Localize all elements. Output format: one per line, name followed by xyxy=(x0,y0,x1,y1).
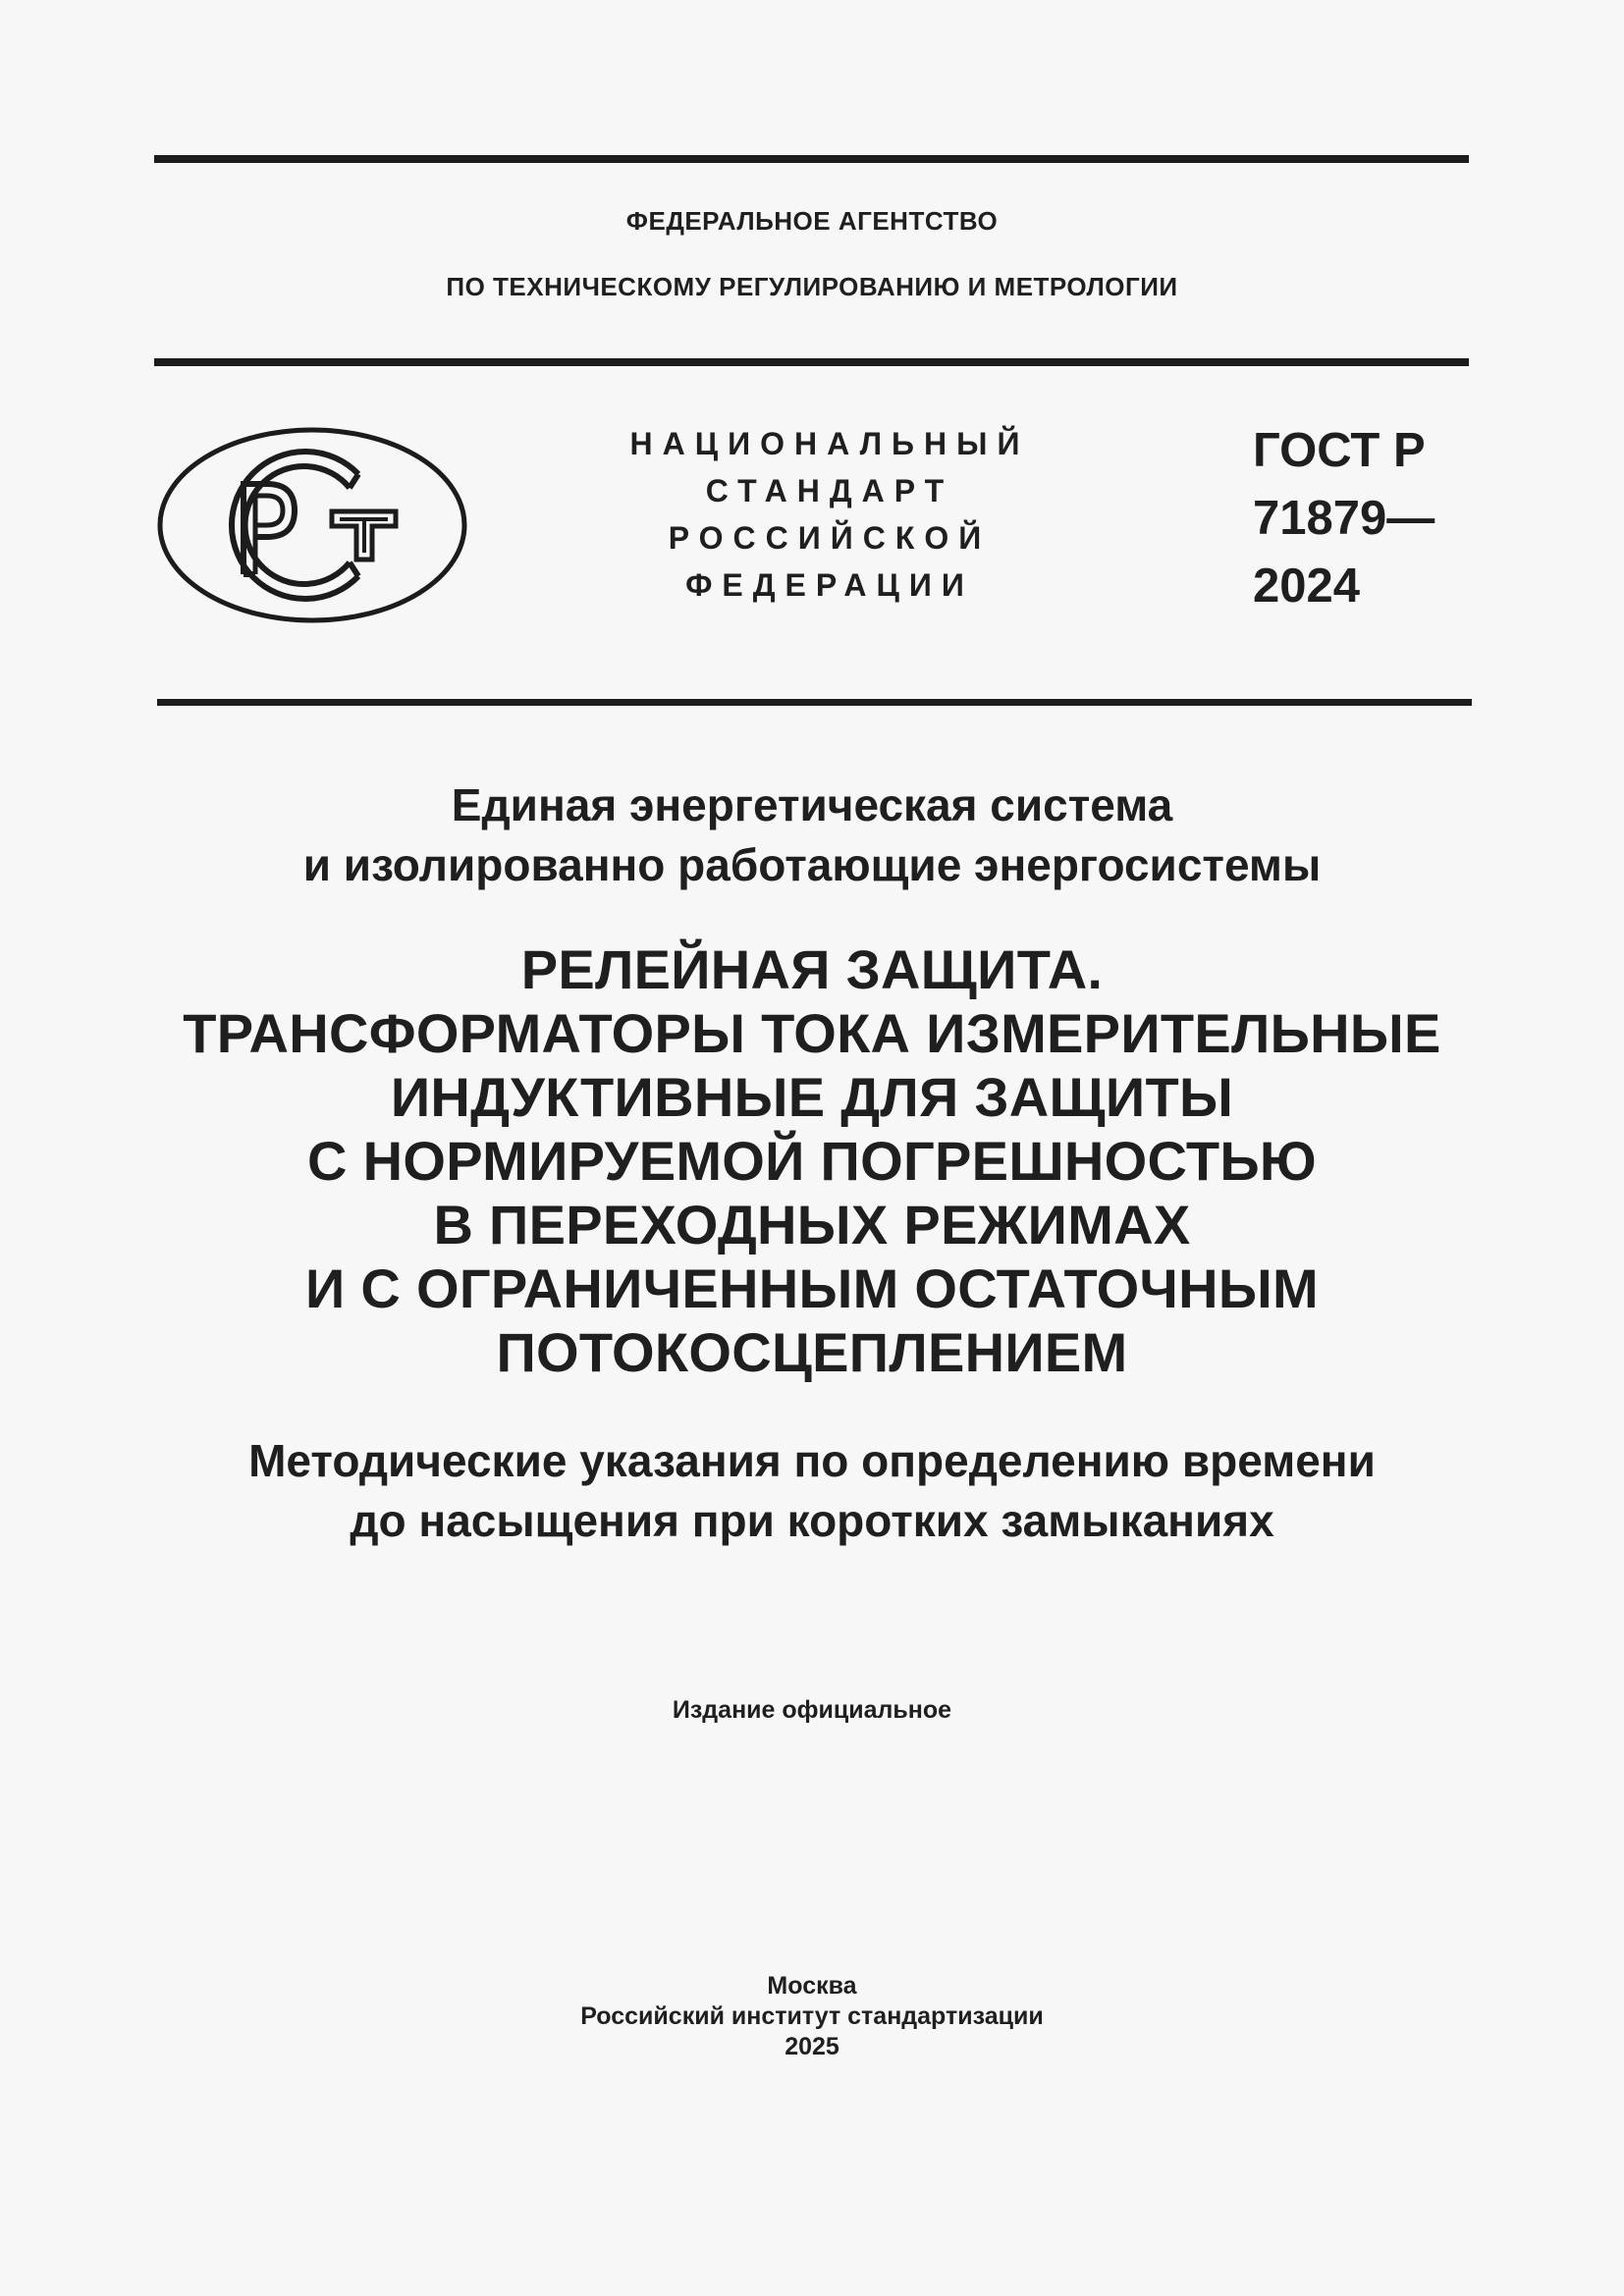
main-title xyxy=(0,937,1624,1384)
main-title-line-6: И С ОГРАНИЧЕННЫМ ОСТАТОЧНЫМ xyxy=(305,1257,1319,1319)
standard-designation xyxy=(1253,417,1547,620)
main-title-line-1: РЕЛЕЙНАЯ ЗАЩИТА. xyxy=(520,938,1104,1000)
national-standard-line-1: НАЦИОНАЛЬНЫЙ xyxy=(629,426,1030,461)
designation-line-1: ГОСТ Р xyxy=(1253,424,1426,477)
main-title-line-4: С НОРМИРУЕМОЙ ПОГРЕШНОСТЬЮ xyxy=(307,1130,1317,1192)
subtitle-line-1: Методические указания по определению времени xyxy=(248,1435,1376,1486)
main-title-line-5: В ПЕРЕХОДНЫХ РЕЖИМАХ xyxy=(433,1194,1191,1255)
main-title-line-7: ПОТОКОСЦЕПЛЕНИЕМ xyxy=(496,1321,1128,1383)
national-standard-line-4: ФЕДЕРАЦИИ xyxy=(685,567,974,603)
national-standard-line-3: РОССИЙСКОЙ xyxy=(668,520,992,556)
edition-label: Издание официальное xyxy=(672,1696,952,1724)
subtitle-line-2: до насыщения при коротких замыканиях xyxy=(350,1495,1274,1546)
main-title-line-2: ТРАНСФОРМАТОРЫ ТОКА ИЗМЕРИТЕЛЬНЫЕ xyxy=(183,1002,1441,1064)
top-rule xyxy=(154,155,1469,163)
imprint-publisher: Российский институт стандартизации xyxy=(580,2002,1044,2030)
general-title xyxy=(0,775,1624,895)
imprint-city: Москва xyxy=(767,1972,857,2000)
national-standard-label xyxy=(609,420,1051,609)
agency-bottom-rule xyxy=(154,358,1469,366)
agency-line-2: ПО ТЕХНИЧЕСКОМУ РЕГУЛИРОВАНИЮ И МЕТРОЛОГИИ xyxy=(446,272,1178,301)
general-title-line-2: и изолированно работающие энергосистемы xyxy=(302,839,1322,890)
imprint xyxy=(0,1971,1624,2062)
header-bottom-rule xyxy=(157,699,1472,706)
general-title-line-1: Единая энергетическая система xyxy=(451,779,1173,830)
designation-line-3: 2024 xyxy=(1253,560,1361,613)
imprint-year: 2025 xyxy=(785,2033,839,2060)
rst-certification-mark-icon xyxy=(157,427,467,623)
agency-line-1: ФЕДЕРАЛЬНОЕ АГЕНТСТВО xyxy=(625,206,999,236)
national-standard-line-2: СТАНДАРТ xyxy=(705,473,954,508)
subtitle xyxy=(0,1431,1624,1551)
designation-line-2: 71879— xyxy=(1253,492,1435,545)
main-title-line-3: ИНДУКТИВНЫЕ ДЛЯ ЗАЩИТЫ xyxy=(390,1066,1234,1128)
